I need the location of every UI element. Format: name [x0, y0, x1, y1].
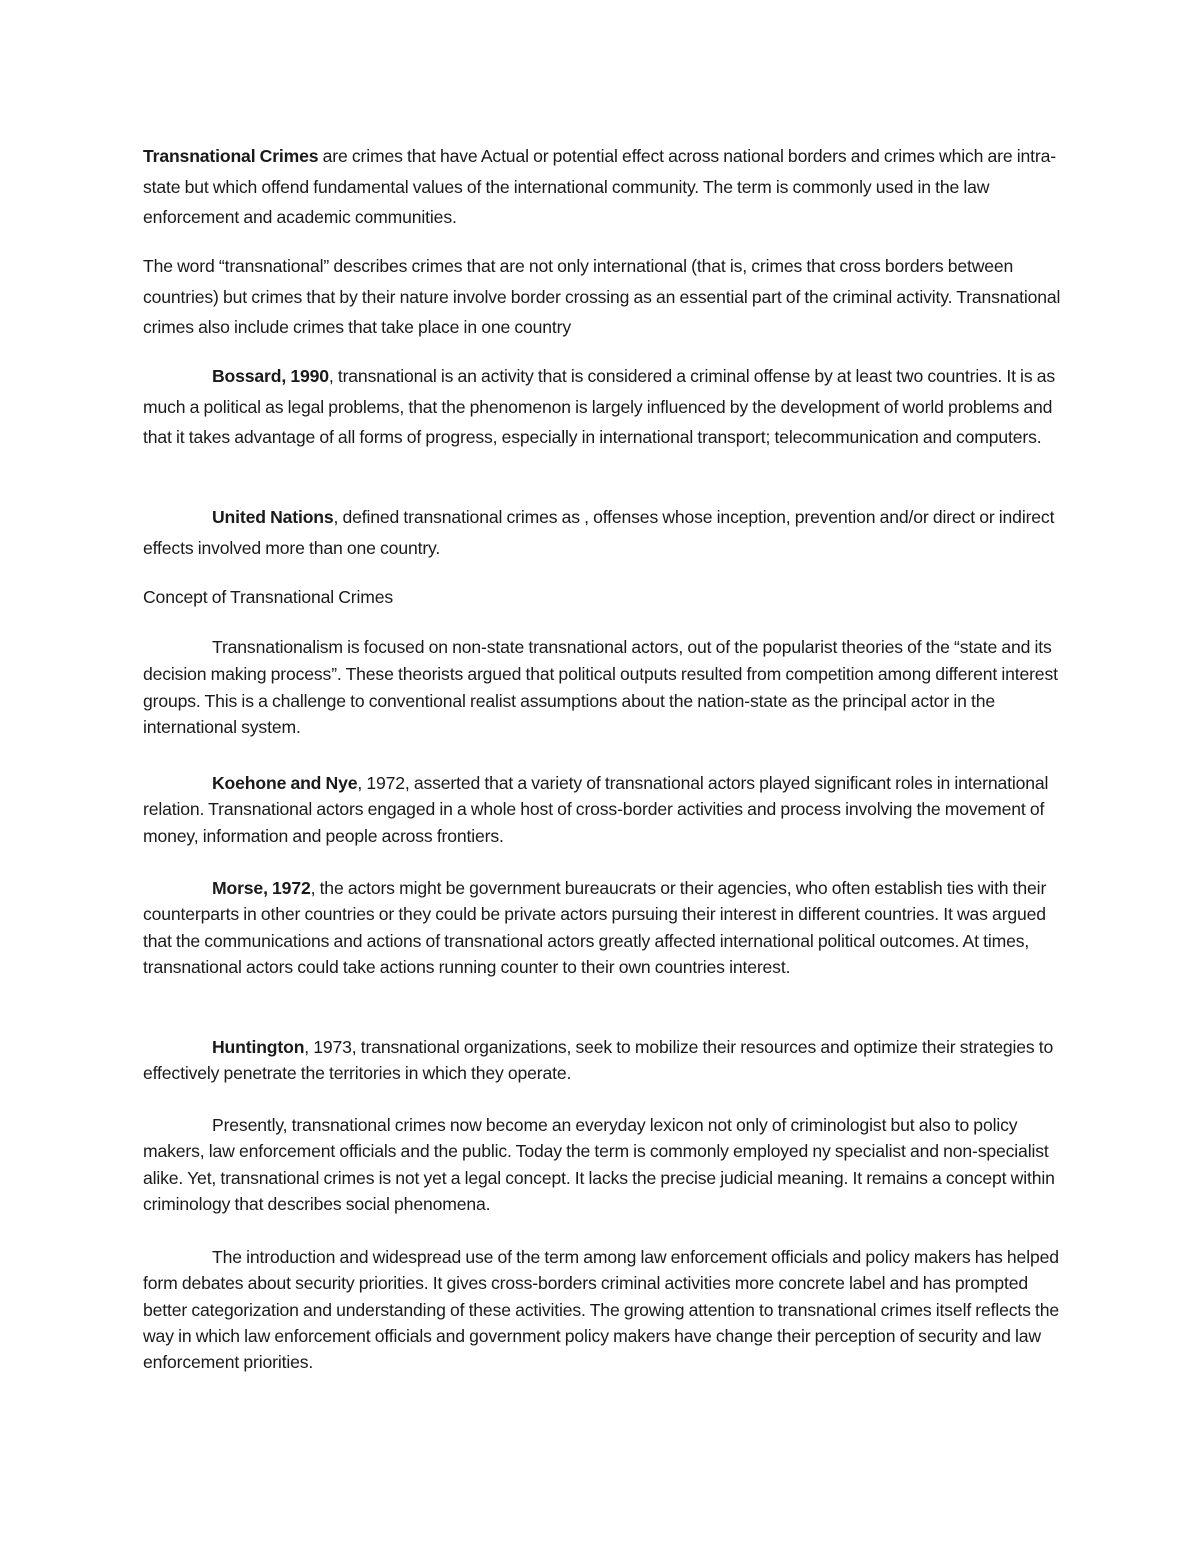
paragraph-presently	[143, 1112, 1061, 1217]
section-heading	[143, 582, 1061, 613]
paragraph-introduction	[143, 1244, 1061, 1375]
paragraph-lead: Bossard, 1990	[212, 366, 329, 386]
paragraph-text: Presently, transnational crimes now become an everyday lexicon not only of criminologist but also to policy makers, law enforcement officials and the public. Today the term is commonly employed ny specialist and non-specialist alike. Yet, transnational crimes is not yet a legal concept. It lacks the precise judicial meaning. It remains a concept within criminology that describes social phenomena.	[143, 1115, 1055, 1214]
paragraph-text: , the actors might be government bureaucrats or their agencies, who often establish ties with their counterparts in other countries or they could be private actors pursuing their interest in different countries. It was argued that the communications and actions of transnational actors greatly affected international political outcomes. At times, transnational actors could take actions running counter to their own countries interest.	[143, 878, 1047, 977]
heading-text: Concept of Transnational Crimes	[143, 587, 394, 607]
paragraph-text: , 1972, asserted that a variety of transnational actors played significant roles in international relation. Transnational actors engaged in a whole host of cross-border activities and process involving the movement of money, information and people across frontiers.	[143, 773, 1049, 846]
paragraph-lead: Transnational Crimes	[143, 146, 319, 166]
paragraph-united-nations	[143, 502, 1061, 563]
paragraph-lead: Koehone and Nye	[212, 773, 358, 793]
paragraph-definition	[143, 141, 1061, 233]
paragraph-lead: United Nations	[212, 507, 334, 527]
paragraph-text: are crimes that have Actual or potential effect across national borders and crimes which are intra-state but which offend fundamental values of the international community. The term is commonly used in the law enforcement and academic communities.	[143, 146, 1056, 228]
paragraph-text: Transnationalism is focused on non-state transnational actors, out of the popularist theories of the “state and its decision making process”. These theorists argued that political outputs resulted from competition among different interest groups. This is a challenge to conventional realist assumptions about the nation-state as the principal actor in the international system.	[143, 637, 1058, 738]
paragraph-text: , defined transnational crimes as , offenses whose inception, prevention and/or direct or indirect effects involved more than one country.	[143, 507, 1055, 558]
paragraph-bossard	[143, 361, 1061, 453]
paragraph-koehone-nye	[143, 770, 1061, 849]
paragraph-text: , 1973, transnational organizations, seek to mobilize their resources and optimize their strategies to effectively penetrate the territories in which they operate.	[143, 1037, 1054, 1084]
paragraph-huntington	[143, 1034, 1061, 1087]
paragraph-text: The introduction and widespread use of the term among law enforcement officials and policy makers has helped form debates about security priorities. It gives cross-borders criminal activities more concrete label and has prompted better categorization and understanding of these activities. The growing attention to transnational crimes itself reflects the way in which law enforcement officials and government policy makers have change their perception of security and law enforcement priorities.	[143, 1247, 1060, 1373]
paragraph-morse	[143, 875, 1061, 980]
paragraph-lead: Morse, 1972	[212, 878, 311, 898]
paragraph-transnationalism	[143, 634, 1061, 741]
paragraph-lead: Huntington	[212, 1037, 305, 1057]
paragraph-text: The word “transnational” describes crimes that are not only international (that is, crimes that cross borders between countries) but crimes that by their nature involve border crossing as an essential part of the criminal activity. Transnational crimes also include crimes that take place in one country	[143, 256, 1061, 338]
paragraph-text: , transnational is an activity that is considered a criminal offense by at least two countries. It is as much a political as legal problems, that the phenomenon is largely influenced by the development of world problems and that it takes advantage of all forms of progress, especially in international transport; telecommunication and computers.	[143, 366, 1055, 448]
paragraph-transnational-word	[143, 251, 1061, 343]
